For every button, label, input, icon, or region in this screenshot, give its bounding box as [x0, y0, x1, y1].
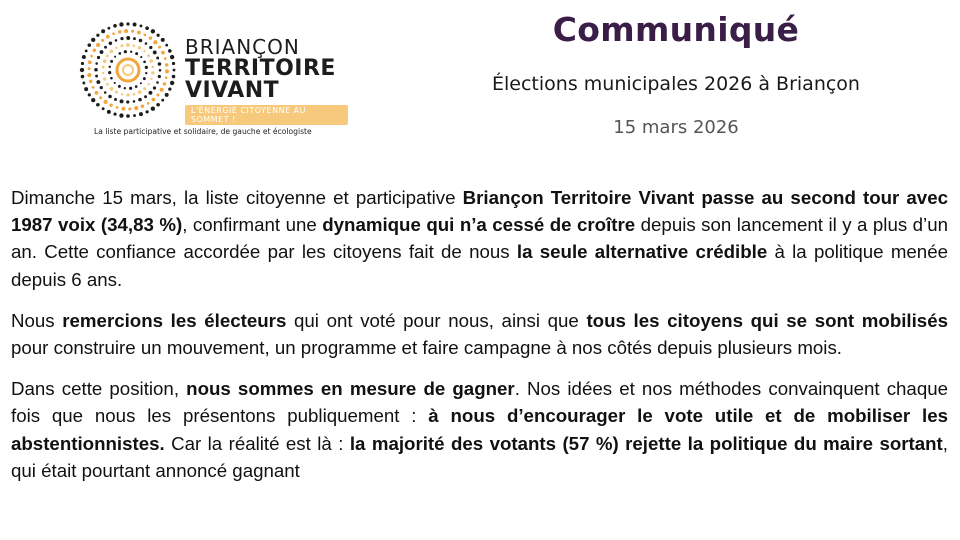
logo-dot — [150, 78, 152, 80]
logo-dot — [143, 61, 146, 64]
body-text-segment: Dans cette position, — [11, 378, 187, 400]
logo-dot — [108, 95, 112, 99]
logo-dot — [173, 69, 176, 72]
logo-dot — [99, 96, 102, 99]
logo-dot — [156, 103, 160, 107]
logo-dot — [119, 52, 122, 55]
logo-dot — [158, 62, 162, 66]
logo-dot — [110, 77, 113, 80]
logo-ribbon: L'ÉNERGIE CITOYENNE AU SOMMET ! — [185, 105, 348, 125]
logo-dot — [100, 86, 103, 89]
body-text-segment: . Nos idées et nos méthodes convainquent chaque fois que nous les présentons publiquement : — [11, 378, 949, 427]
emphasis-text: remercions les électeurs — [62, 309, 287, 331]
logo-dot — [135, 52, 138, 55]
logo-dot — [121, 93, 123, 95]
page-subtitle: Élections municipales 2026 à Briançon — [492, 73, 860, 95]
logo-dot — [133, 114, 136, 117]
logo-dot — [95, 75, 98, 78]
body-text-segment: , qui était pourtant annoncé gagnant — [11, 432, 948, 481]
logo-dot — [141, 105, 144, 108]
logo-dot — [89, 80, 92, 83]
logo-dot — [165, 63, 168, 66]
emphasis-text: Briançon Territoire Vivant passe au second tour avec 1987 voix (34,83 %) — [11, 187, 948, 236]
logo-dot — [120, 44, 123, 47]
logo-dot — [88, 60, 92, 64]
logo-line-brianson: BRIANÇON — [185, 35, 300, 59]
paragraph-2 — [11, 307, 948, 361]
logo-dot — [120, 37, 123, 40]
logo-dot — [109, 41, 113, 45]
logo-dot — [140, 24, 143, 27]
logo-dot — [92, 86, 95, 89]
logo-dot — [151, 29, 155, 33]
logo-dot — [126, 114, 130, 118]
logo-dot — [149, 36, 152, 39]
logo-dot — [82, 82, 85, 85]
publication-date: 15 mars 2026 — [613, 117, 739, 138]
logo-dot — [81, 75, 85, 79]
logo-dot — [106, 55, 109, 58]
logo-dot — [110, 87, 114, 91]
logo-dot — [165, 76, 168, 79]
logo-dot — [153, 50, 157, 54]
body-text-segment: Car la réalité est là : — [164, 432, 350, 454]
logo-dot — [85, 49, 88, 52]
logo-dot — [158, 75, 161, 78]
logo-dot — [112, 32, 115, 35]
logo-dot — [122, 107, 126, 111]
logo-dot — [156, 57, 159, 60]
body-text-segment: , confirmant une — [182, 214, 323, 236]
logo-dot — [156, 93, 159, 96]
logo-dot — [134, 106, 138, 110]
logo-dot — [91, 38, 95, 42]
body-text-segment: depuis son lancement il y a plus d’un an. Cette confiance accordée par les citoyens fait de nous — [11, 214, 948, 263]
logo-dot — [104, 46, 107, 49]
logo-dot — [147, 102, 150, 105]
logo-dot — [118, 30, 121, 33]
logo-dot — [126, 43, 130, 47]
logo-dot — [145, 42, 148, 45]
logo-dot — [163, 82, 166, 85]
logo-dot — [138, 46, 141, 49]
logo-dot — [151, 107, 155, 111]
logo-dot — [126, 36, 130, 40]
body-text-segment: qui ont voté pour nous, ainsi que — [286, 309, 587, 331]
body-text-segment: Nous — [11, 309, 63, 331]
logo-dot — [103, 100, 107, 104]
logo-dot — [168, 88, 171, 91]
logo-dot — [87, 67, 90, 70]
logo-dot — [96, 80, 100, 84]
logo-dot — [124, 29, 128, 33]
logo-dot — [139, 112, 143, 116]
logo-dot — [168, 49, 172, 53]
logo-dot — [172, 75, 176, 79]
logo-dot — [150, 59, 154, 63]
logo-dot — [119, 22, 123, 26]
paragraph-1 — [11, 184, 948, 293]
logo-dot — [126, 100, 129, 103]
logo-dot — [103, 59, 107, 63]
logo-dot — [96, 103, 100, 107]
logo-dot — [93, 49, 96, 52]
logo-dot — [101, 39, 104, 42]
logo-dot — [128, 107, 131, 110]
logo-dot — [106, 35, 110, 39]
logo-dot — [95, 62, 98, 65]
logo-dot — [170, 81, 174, 85]
logo-dot — [114, 56, 116, 58]
logo-dot — [145, 26, 149, 30]
logo-dot — [143, 77, 146, 80]
logo-dot — [104, 91, 107, 94]
logo-dot — [118, 85, 121, 88]
logo-dot — [110, 60, 113, 63]
logo-dot — [165, 93, 169, 97]
logo-dot — [151, 71, 154, 74]
logo-dot — [151, 66, 154, 69]
body-text-segment: Dimanche 15 mars, la liste citoyenne et participative — [11, 187, 463, 208]
logo-wordmark — [185, 36, 348, 126]
logo-dot — [109, 103, 112, 106]
logo-dot — [133, 93, 136, 96]
logo-dot — [107, 27, 110, 30]
logo-dot — [130, 51, 132, 53]
logo-dot — [120, 99, 124, 103]
logo-dot — [138, 98, 142, 102]
logo-dot — [165, 69, 169, 73]
logo-dot — [113, 24, 117, 28]
logo-dot — [102, 66, 105, 69]
logo-dot — [145, 72, 147, 74]
logo-dot — [106, 83, 109, 86]
logo-dot — [124, 50, 127, 53]
logo-dot — [103, 77, 106, 80]
emphasis-text: dynamique qui n’a cessé de croître — [322, 214, 636, 236]
emphasis-text: nous sommes en mesure de gagner — [186, 378, 515, 400]
logo-dot — [157, 34, 160, 37]
logo-dot — [126, 22, 129, 25]
logo-dot — [143, 50, 145, 52]
logo-dot — [119, 113, 123, 117]
logo-dot — [84, 87, 88, 91]
logo-dot — [115, 39, 118, 42]
logo-dot — [129, 87, 132, 90]
logo-dot — [114, 98, 117, 101]
logo-dot — [149, 91, 153, 95]
logo-dot — [131, 30, 134, 33]
logo-dot — [140, 56, 142, 58]
logo — [78, 14, 348, 144]
logo-dot — [90, 55, 93, 58]
logo-dot — [143, 87, 146, 90]
logo-dot — [81, 62, 84, 65]
logo-dot — [146, 110, 149, 113]
logo-dot — [100, 50, 104, 54]
logo-tagline: La liste participative et solidaire, de gauche et écologiste — [94, 127, 312, 136]
logo-dot — [147, 83, 149, 85]
sun-dots-logo-icon — [78, 20, 178, 120]
logo-dot — [110, 50, 113, 53]
logo-dot — [144, 95, 147, 98]
logo-line-vivant: VIVANT — [185, 78, 280, 103]
page-title: Communiqué — [552, 10, 800, 49]
logo-dot — [145, 66, 148, 69]
logo-dot — [116, 106, 119, 109]
logo-line-territoire: TERRITOIRE — [185, 56, 336, 81]
logo-dot — [172, 62, 175, 65]
logo-dot — [133, 37, 136, 40]
logo-dot — [139, 39, 143, 43]
logo-dot — [95, 91, 99, 95]
logo-dot — [115, 91, 118, 94]
logo-dot — [140, 82, 142, 84]
logo-dot — [114, 82, 116, 84]
logo-dot — [135, 85, 138, 88]
body-text-segment: pour construire un mouvement, un programme et faire campagne à nos côtés depuis plusieurs mois. — [11, 337, 842, 359]
logo-dot — [108, 71, 111, 74]
emphasis-text: la seule alternative crédible — [516, 241, 768, 263]
body-text-segment: à la politique menée depuis 6 ans. — [11, 241, 948, 290]
logo-dot — [96, 43, 100, 47]
header — [400, 0, 952, 138]
logo-dot — [88, 93, 91, 96]
logo-dot — [102, 107, 105, 110]
logo-dot — [152, 98, 156, 102]
logo-dot — [91, 98, 95, 102]
logo-dot — [109, 66, 111, 68]
emphasis-text: tous les citoyens qui se sont mobilisés — [586, 309, 948, 331]
logo-dot — [161, 38, 165, 42]
logo-dot — [159, 69, 162, 72]
logo-dot — [144, 34, 147, 37]
logo-dot — [80, 68, 84, 72]
logo-dot — [170, 55, 174, 59]
logo-dot — [96, 34, 99, 37]
logo-dot — [82, 55, 86, 59]
logo-dot — [133, 100, 136, 103]
logo-dot — [160, 88, 164, 92]
logo-dot — [133, 22, 137, 26]
logo-dot — [164, 57, 167, 60]
logo-dot — [107, 110, 111, 114]
logo-dot — [124, 87, 126, 89]
logo-dot — [115, 47, 117, 49]
logo-dot — [126, 93, 129, 96]
logo-dot — [161, 99, 164, 102]
logo-dot — [153, 86, 156, 89]
logo-dot — [87, 73, 91, 77]
logo-dot — [149, 46, 152, 49]
logo-dot — [138, 90, 142, 94]
logo-dot — [94, 68, 98, 72]
paragraph-3 — [11, 375, 948, 484]
emphasis-text: à nous d’encourager le vote utile et de mobiliser les abstentionnistes. — [11, 405, 948, 454]
logo-dot — [147, 54, 150, 57]
logo-dot — [156, 81, 159, 84]
logo-dot — [102, 72, 104, 74]
logo-dot — [97, 56, 100, 59]
logo-dot — [153, 40, 157, 44]
emphasis-text: la majorité des votants (57 %) rejette la politique du maire sortant — [349, 432, 943, 454]
logo-dot — [158, 46, 161, 49]
logo-dot — [133, 44, 136, 47]
logo-dot — [101, 29, 105, 33]
logo-dot — [137, 31, 141, 35]
logo-dot — [113, 113, 116, 116]
logo-dot — [161, 51, 165, 55]
press-release-body — [11, 184, 948, 498]
logo-dot — [88, 43, 92, 47]
logo-dot — [165, 44, 168, 47]
